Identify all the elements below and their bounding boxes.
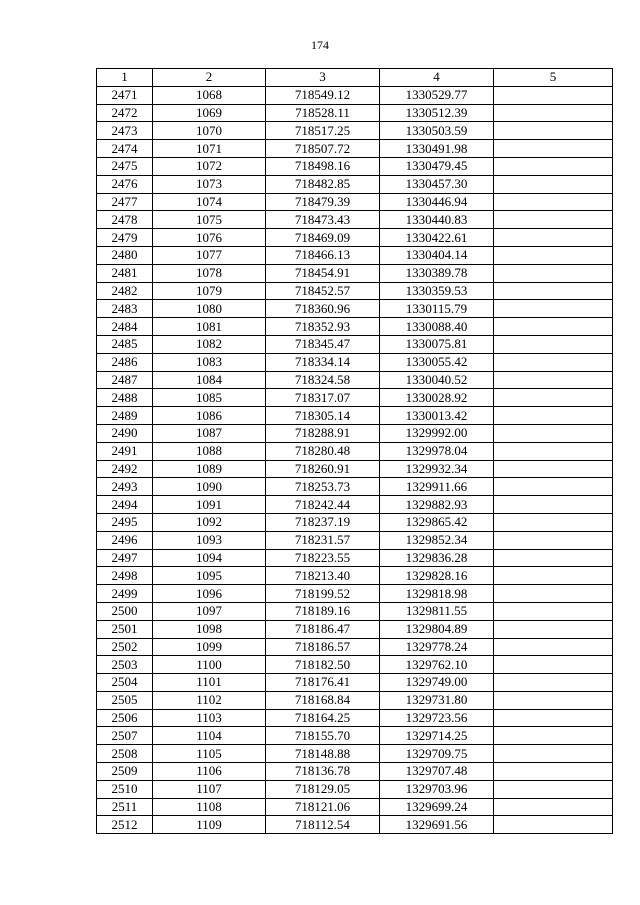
vertex-number-cell: 1085 (153, 389, 266, 407)
y-coordinate-cell: 1329811.55 (380, 602, 494, 620)
note-cell (494, 763, 613, 781)
y-coordinate-cell: 1329852.34 (380, 531, 494, 549)
y-coordinate-cell: 1329828.16 (380, 567, 494, 585)
y-coordinate-cell: 1329778.24 (380, 638, 494, 656)
x-coordinate-cell: 718324.58 (266, 371, 380, 389)
vertex-number-cell: 1106 (153, 763, 266, 781)
vertex-number-cell: 1086 (153, 407, 266, 425)
vertex-number-cell: 1089 (153, 460, 266, 478)
y-coordinate-cell: 1329707.48 (380, 763, 494, 781)
point-number-cell: 2509 (97, 763, 153, 781)
point-number-cell: 2493 (97, 478, 153, 496)
note-cell (494, 211, 613, 229)
y-coordinate-cell: 1330446.94 (380, 193, 494, 211)
point-number-cell: 2481 (97, 264, 153, 282)
x-coordinate-cell: 718360.96 (266, 300, 380, 318)
y-coordinate-cell: 1330503.59 (380, 122, 494, 140)
header-row (97, 69, 613, 87)
vertex-number-cell: 1104 (153, 727, 266, 745)
x-coordinate-cell: 718334.14 (266, 353, 380, 371)
y-coordinate-cell: 1330075.81 (380, 335, 494, 353)
y-coordinate-cell: 1329818.98 (380, 585, 494, 603)
y-coordinate-cell: 1330457.30 (380, 175, 494, 193)
vertex-number-cell: 1107 (153, 780, 266, 798)
note-cell (494, 727, 613, 745)
point-number-cell: 2484 (97, 318, 153, 336)
note-cell (494, 496, 613, 514)
y-coordinate-cell: 1329731.80 (380, 691, 494, 709)
vertex-number-cell: 1090 (153, 478, 266, 496)
column-header-5: 5 (494, 69, 613, 87)
x-coordinate-cell: 718452.57 (266, 282, 380, 300)
x-coordinate-cell: 718280.48 (266, 442, 380, 460)
y-coordinate-cell: 1329911.66 (380, 478, 494, 496)
table-row (97, 175, 613, 193)
x-coordinate-cell: 718260.91 (266, 460, 380, 478)
y-coordinate-cell: 1330115.79 (380, 300, 494, 318)
table-row (97, 745, 613, 763)
y-coordinate-cell: 1329932.34 (380, 460, 494, 478)
table-row (97, 638, 613, 656)
vertex-number-cell: 1080 (153, 300, 266, 318)
x-coordinate-cell: 718136.78 (266, 763, 380, 781)
point-number-cell: 2479 (97, 229, 153, 247)
table-row (97, 353, 613, 371)
table-row (97, 674, 613, 692)
note-cell (494, 567, 613, 585)
vertex-number-cell: 1092 (153, 513, 266, 531)
table-row (97, 709, 613, 727)
note-cell (494, 602, 613, 620)
note-cell (494, 246, 613, 264)
table-row (97, 567, 613, 585)
x-coordinate-cell: 718186.57 (266, 638, 380, 656)
x-coordinate-cell: 718482.85 (266, 175, 380, 193)
y-coordinate-cell: 1330404.14 (380, 246, 494, 264)
table-row (97, 140, 613, 158)
table-row (97, 122, 613, 140)
x-coordinate-cell: 718129.05 (266, 780, 380, 798)
table-row (97, 389, 613, 407)
y-coordinate-cell: 1330359.53 (380, 282, 494, 300)
vertex-number-cell: 1072 (153, 157, 266, 175)
vertex-number-cell: 1075 (153, 211, 266, 229)
coordinates-table (96, 68, 613, 834)
vertex-number-cell: 1077 (153, 246, 266, 264)
vertex-number-cell: 1098 (153, 620, 266, 638)
note-cell (494, 745, 613, 763)
note-cell (494, 638, 613, 656)
note-cell (494, 620, 613, 638)
y-coordinate-cell: 1329714.25 (380, 727, 494, 745)
point-number-cell: 2492 (97, 460, 153, 478)
vertex-number-cell: 1082 (153, 335, 266, 353)
table-row (97, 282, 613, 300)
point-number-cell: 2490 (97, 424, 153, 442)
note-cell (494, 424, 613, 442)
x-coordinate-cell: 718213.40 (266, 567, 380, 585)
y-coordinate-cell: 1329703.96 (380, 780, 494, 798)
point-number-cell: 2512 (97, 816, 153, 834)
point-number-cell: 2497 (97, 549, 153, 567)
vertex-number-cell: 1070 (153, 122, 266, 140)
table-row (97, 460, 613, 478)
note-cell (494, 549, 613, 567)
vertex-number-cell: 1100 (153, 656, 266, 674)
y-coordinate-cell: 1330440.83 (380, 211, 494, 229)
point-number-cell: 2494 (97, 496, 153, 514)
table-row (97, 157, 613, 175)
column-header-1: 1 (97, 69, 153, 87)
point-number-cell: 2505 (97, 691, 153, 709)
vertex-number-cell: 1069 (153, 104, 266, 122)
vertex-number-cell: 1095 (153, 567, 266, 585)
y-coordinate-cell: 1330491.98 (380, 140, 494, 158)
point-number-cell: 2472 (97, 104, 153, 122)
x-coordinate-cell: 718288.91 (266, 424, 380, 442)
note-cell (494, 175, 613, 193)
point-number-cell: 2487 (97, 371, 153, 389)
table-row (97, 780, 613, 798)
point-number-cell: 2503 (97, 656, 153, 674)
x-coordinate-cell: 718498.16 (266, 157, 380, 175)
table-row (97, 264, 613, 282)
y-coordinate-cell: 1330479.45 (380, 157, 494, 175)
note-cell (494, 193, 613, 211)
note-cell (494, 371, 613, 389)
x-coordinate-cell: 718549.12 (266, 86, 380, 104)
vertex-number-cell: 1102 (153, 691, 266, 709)
point-number-cell: 2482 (97, 282, 153, 300)
point-number-cell: 2499 (97, 585, 153, 603)
point-number-cell: 2477 (97, 193, 153, 211)
x-coordinate-cell: 718345.47 (266, 335, 380, 353)
x-coordinate-cell: 718305.14 (266, 407, 380, 425)
x-coordinate-cell: 718148.88 (266, 745, 380, 763)
note-cell (494, 264, 613, 282)
point-number-cell: 2471 (97, 86, 153, 104)
table-header (97, 69, 613, 87)
note-cell (494, 531, 613, 549)
point-number-cell: 2480 (97, 246, 153, 264)
vertex-number-cell: 1105 (153, 745, 266, 763)
x-coordinate-cell: 718352.93 (266, 318, 380, 336)
vertex-number-cell: 1071 (153, 140, 266, 158)
note-cell (494, 86, 613, 104)
note-cell (494, 691, 613, 709)
table-row (97, 798, 613, 816)
table-row (97, 335, 613, 353)
point-number-cell: 2507 (97, 727, 153, 745)
x-coordinate-cell: 718199.52 (266, 585, 380, 603)
note-cell (494, 513, 613, 531)
vertex-number-cell: 1083 (153, 353, 266, 371)
table-row (97, 763, 613, 781)
column-header-4: 4 (380, 69, 494, 87)
x-coordinate-cell: 718223.55 (266, 549, 380, 567)
point-number-cell: 2485 (97, 335, 153, 353)
column-header-2: 2 (153, 69, 266, 87)
vertex-number-cell: 1088 (153, 442, 266, 460)
table-row (97, 691, 613, 709)
note-cell (494, 585, 613, 603)
x-coordinate-cell: 718237.19 (266, 513, 380, 531)
vertex-number-cell: 1081 (153, 318, 266, 336)
note-cell (494, 478, 613, 496)
table-row (97, 211, 613, 229)
vertex-number-cell: 1076 (153, 229, 266, 247)
vertex-number-cell: 1073 (153, 175, 266, 193)
x-coordinate-cell: 718479.39 (266, 193, 380, 211)
note-cell (494, 674, 613, 692)
note-cell (494, 318, 613, 336)
table-row (97, 424, 613, 442)
point-number-cell: 2506 (97, 709, 153, 727)
table-row (97, 816, 613, 834)
vertex-number-cell: 1078 (153, 264, 266, 282)
y-coordinate-cell: 1329723.56 (380, 709, 494, 727)
vertex-number-cell: 1091 (153, 496, 266, 514)
table-row (97, 104, 613, 122)
x-coordinate-cell: 718517.25 (266, 122, 380, 140)
vertex-number-cell: 1096 (153, 585, 266, 603)
y-coordinate-cell: 1330013.42 (380, 407, 494, 425)
vertex-number-cell: 1068 (153, 86, 266, 104)
x-coordinate-cell: 718473.43 (266, 211, 380, 229)
x-coordinate-cell: 718168.84 (266, 691, 380, 709)
table-row (97, 478, 613, 496)
y-coordinate-cell: 1330088.40 (380, 318, 494, 336)
table-row (97, 531, 613, 549)
x-coordinate-cell: 718454.91 (266, 264, 380, 282)
y-coordinate-cell: 1330422.61 (380, 229, 494, 247)
y-coordinate-cell: 1330028.92 (380, 389, 494, 407)
table-row (97, 229, 613, 247)
y-coordinate-cell: 1329836.28 (380, 549, 494, 567)
vertex-number-cell: 1074 (153, 193, 266, 211)
y-coordinate-cell: 1329992.00 (380, 424, 494, 442)
point-number-cell: 2486 (97, 353, 153, 371)
note-cell (494, 389, 613, 407)
point-number-cell: 2475 (97, 157, 153, 175)
note-cell (494, 798, 613, 816)
page-number: 174 (311, 38, 329, 52)
y-coordinate-cell: 1330055.42 (380, 353, 494, 371)
point-number-cell: 2489 (97, 407, 153, 425)
table-row (97, 300, 613, 318)
vertex-number-cell: 1109 (153, 816, 266, 834)
vertex-number-cell: 1103 (153, 709, 266, 727)
table-row (97, 318, 613, 336)
y-coordinate-cell: 1330040.52 (380, 371, 494, 389)
point-number-cell: 2488 (97, 389, 153, 407)
y-coordinate-cell: 1329762.10 (380, 656, 494, 674)
note-cell (494, 353, 613, 371)
point-number-cell: 2498 (97, 567, 153, 585)
note-cell (494, 140, 613, 158)
x-coordinate-cell: 718176.41 (266, 674, 380, 692)
note-cell (494, 229, 613, 247)
table-body (97, 86, 613, 833)
point-number-cell: 2473 (97, 122, 153, 140)
point-number-cell: 2500 (97, 602, 153, 620)
y-coordinate-cell: 1329882.93 (380, 496, 494, 514)
point-number-cell: 2491 (97, 442, 153, 460)
point-number-cell: 2495 (97, 513, 153, 531)
column-header-3: 3 (266, 69, 380, 87)
table-row (97, 442, 613, 460)
table-row (97, 86, 613, 104)
table-row (97, 513, 613, 531)
x-coordinate-cell: 718164.25 (266, 709, 380, 727)
point-number-cell: 2502 (97, 638, 153, 656)
vertex-number-cell: 1079 (153, 282, 266, 300)
y-coordinate-cell: 1329978.04 (380, 442, 494, 460)
x-coordinate-cell: 718253.73 (266, 478, 380, 496)
note-cell (494, 407, 613, 425)
note-cell (494, 122, 613, 140)
vertex-number-cell: 1099 (153, 638, 266, 656)
note-cell (494, 300, 613, 318)
x-coordinate-cell: 718182.50 (266, 656, 380, 674)
x-coordinate-cell: 718528.11 (266, 104, 380, 122)
point-number-cell: 2501 (97, 620, 153, 638)
vertex-number-cell: 1087 (153, 424, 266, 442)
y-coordinate-cell: 1329749.00 (380, 674, 494, 692)
point-number-cell: 2511 (97, 798, 153, 816)
x-coordinate-cell: 718507.72 (266, 140, 380, 158)
vertex-number-cell: 1108 (153, 798, 266, 816)
note-cell (494, 104, 613, 122)
y-coordinate-cell: 1330512.39 (380, 104, 494, 122)
x-coordinate-cell: 718121.06 (266, 798, 380, 816)
y-coordinate-cell: 1329709.75 (380, 745, 494, 763)
table-row (97, 549, 613, 567)
y-coordinate-cell: 1329804.89 (380, 620, 494, 638)
table-row (97, 246, 613, 264)
x-coordinate-cell: 718469.09 (266, 229, 380, 247)
table-row (97, 193, 613, 211)
vertex-number-cell: 1097 (153, 602, 266, 620)
table-row (97, 585, 613, 603)
point-number-cell: 2476 (97, 175, 153, 193)
point-number-cell: 2478 (97, 211, 153, 229)
x-coordinate-cell: 718189.16 (266, 602, 380, 620)
note-cell (494, 460, 613, 478)
x-coordinate-cell: 718317.07 (266, 389, 380, 407)
point-number-cell: 2483 (97, 300, 153, 318)
vertex-number-cell: 1093 (153, 531, 266, 549)
point-number-cell: 2510 (97, 780, 153, 798)
note-cell (494, 816, 613, 834)
point-number-cell: 2474 (97, 140, 153, 158)
x-coordinate-cell: 718466.13 (266, 246, 380, 264)
y-coordinate-cell: 1330389.78 (380, 264, 494, 282)
x-coordinate-cell: 718242.44 (266, 496, 380, 514)
table-row (97, 602, 613, 620)
note-cell (494, 709, 613, 727)
note-cell (494, 780, 613, 798)
vertex-number-cell: 1094 (153, 549, 266, 567)
point-number-cell: 2504 (97, 674, 153, 692)
x-coordinate-cell: 718112.54 (266, 816, 380, 834)
table-row (97, 371, 613, 389)
point-number-cell: 2508 (97, 745, 153, 763)
note-cell (494, 656, 613, 674)
table-row (97, 496, 613, 514)
x-coordinate-cell: 718186.47 (266, 620, 380, 638)
table-row (97, 620, 613, 638)
y-coordinate-cell: 1329691.56 (380, 816, 494, 834)
point-number-cell: 2496 (97, 531, 153, 549)
vertex-number-cell: 1084 (153, 371, 266, 389)
y-coordinate-cell: 1330529.77 (380, 86, 494, 104)
table-row (97, 727, 613, 745)
y-coordinate-cell: 1329865.42 (380, 513, 494, 531)
y-coordinate-cell: 1329699.24 (380, 798, 494, 816)
note-cell (494, 157, 613, 175)
table-row (97, 656, 613, 674)
x-coordinate-cell: 718231.57 (266, 531, 380, 549)
table-row (97, 407, 613, 425)
vertex-number-cell: 1101 (153, 674, 266, 692)
note-cell (494, 442, 613, 460)
x-coordinate-cell: 718155.70 (266, 727, 380, 745)
note-cell (494, 335, 613, 353)
note-cell (494, 282, 613, 300)
